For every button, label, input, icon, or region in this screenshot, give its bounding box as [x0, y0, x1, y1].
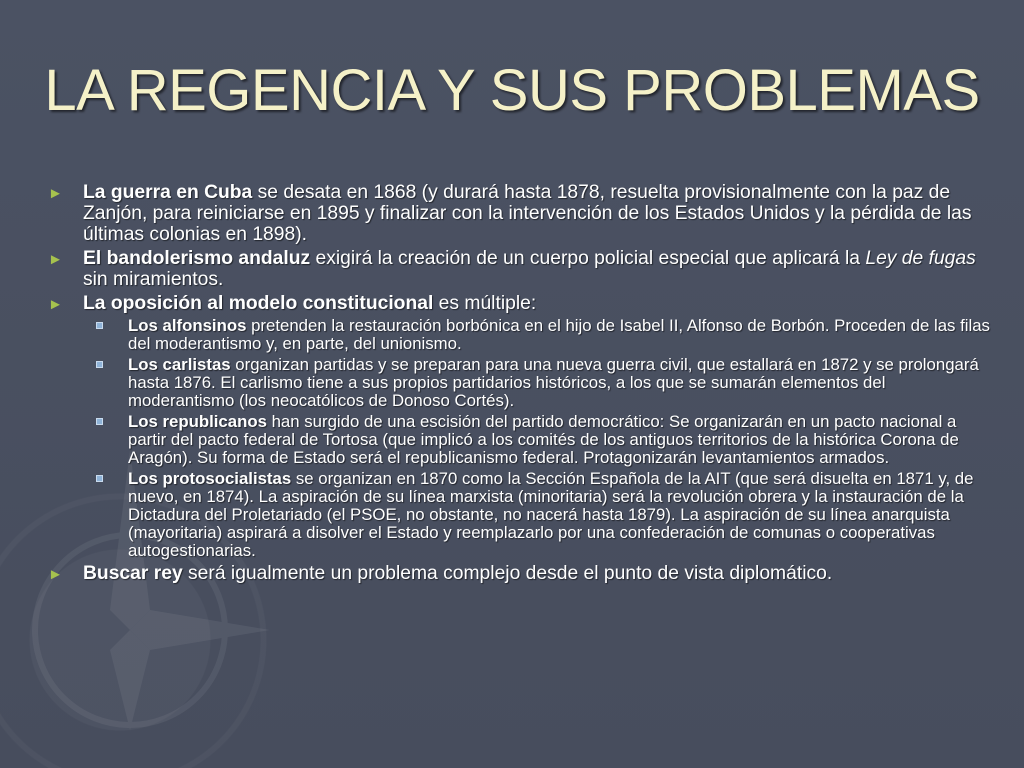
- square-bullet-icon: [96, 418, 103, 425]
- subbullet-protosocialistas-text: se organizan en 1870 como la Sección Española de la AIT (que será disuelta en 1871 y, de nuevo, en 1874). La aspiración de su línea marxista (minoritaria) será la revolución obrera y la instauración de la Dictadura del Proletariado (el PSOE, no obstante, no nacerá hasta 1879). La aspiración de su línea anarquista (mayoritaria) aspirará a disolver el Estado y reemplazarlo por una confederación de comunas o cooperativas autogestionarias.: [128, 469, 974, 560]
- bullet-bandolerismo-text-after: sin miramientos.: [83, 269, 224, 290]
- bullet-bandolerismo-italic: Ley de fugas: [865, 248, 976, 269]
- subbullet-alfonsinos-heading: Los alfonsinos: [128, 316, 247, 335]
- subbullet-carlistas-text: organizan partidas y se preparan para una nueva guerra civil, que estallará en 1872 y se prolongará hasta 1876. El carlismo tiene a sus propios partidarios históricos, a los que se sumarán elementos del moderantismo (los neocatólicos de Donoso Cortés).: [128, 355, 979, 410]
- square-bullet-icon: [96, 361, 103, 368]
- arrow-right-icon: ►: [48, 296, 63, 313]
- bullet-cuba-heading: La guerra en Cuba: [83, 182, 253, 203]
- subbullet-republicanos-heading: Los republicanos: [128, 412, 267, 431]
- subbullet-alfonsinos: [44, 317, 994, 353]
- bullet-bandolerismo-text-before: exigirá la creación de un cuerpo policial especial que aplicará la: [310, 248, 866, 269]
- bullet-oposicion-heading: La oposición al modelo constitucional: [83, 293, 434, 314]
- subbullet-carlistas: [44, 356, 994, 410]
- bullet-buscar-rey: [44, 563, 994, 584]
- bullet-cuba-text: se desata en 1868 (y durará hasta 1878, resuelta provisionalmente con la paz de Zanjón, para reiniciarse en 1895 y finalizar con la intervención de los Estados Unidos y la pérdida de las últimas colonias en 1898).: [83, 182, 972, 245]
- bullet-buscar-rey-heading: Buscar rey: [83, 563, 183, 584]
- bullet-oposicion: [44, 293, 994, 314]
- slide-title: LA REGENCIA Y SUS PROBLEMAS: [44, 58, 980, 123]
- arrow-right-icon: ►: [48, 251, 63, 268]
- arrow-right-icon: ►: [48, 566, 63, 583]
- subbullet-carlistas-heading: Los carlistas: [128, 355, 231, 374]
- arrow-right-icon: ►: [48, 185, 63, 202]
- subbullet-protosocialistas-heading: Los protosocialistas: [128, 469, 292, 488]
- bullet-buscar-rey-text: será igualmente un problema complejo desde el punto de vista diplomático.: [182, 563, 833, 584]
- bullet-bandolerismo-heading: El bandolerismo andaluz: [83, 248, 311, 269]
- bullet-oposicion-text: es múltiple:: [433, 293, 537, 314]
- subbullet-alfonsinos-text: pretenden la restauración borbónica en el hijo de Isabel II, Alfonso de Borbón. Proceden de las filas del moderantismo y, en parte, del unionismo.: [128, 316, 990, 353]
- square-bullet-icon: [96, 475, 103, 482]
- bullet-cuba: [44, 182, 994, 245]
- subbullet-republicanos-text: han surgido de una escisión del partido democrático: Se organizarán en un pacto nacional a partir del pacto federal de Tortosa (que implicó a los comités de los antiguos territorios de la histórica Corona de Aragón). Su forma de Estado será el republicanismo federal. Protagonizarán levantamientos armados.: [128, 412, 959, 467]
- bullet-bandolerismo: [44, 248, 994, 290]
- subbullet-republicanos: [44, 413, 994, 467]
- slide-body: [44, 182, 994, 587]
- subbullet-protosocialistas: [44, 470, 994, 560]
- square-bullet-icon: [96, 322, 103, 329]
